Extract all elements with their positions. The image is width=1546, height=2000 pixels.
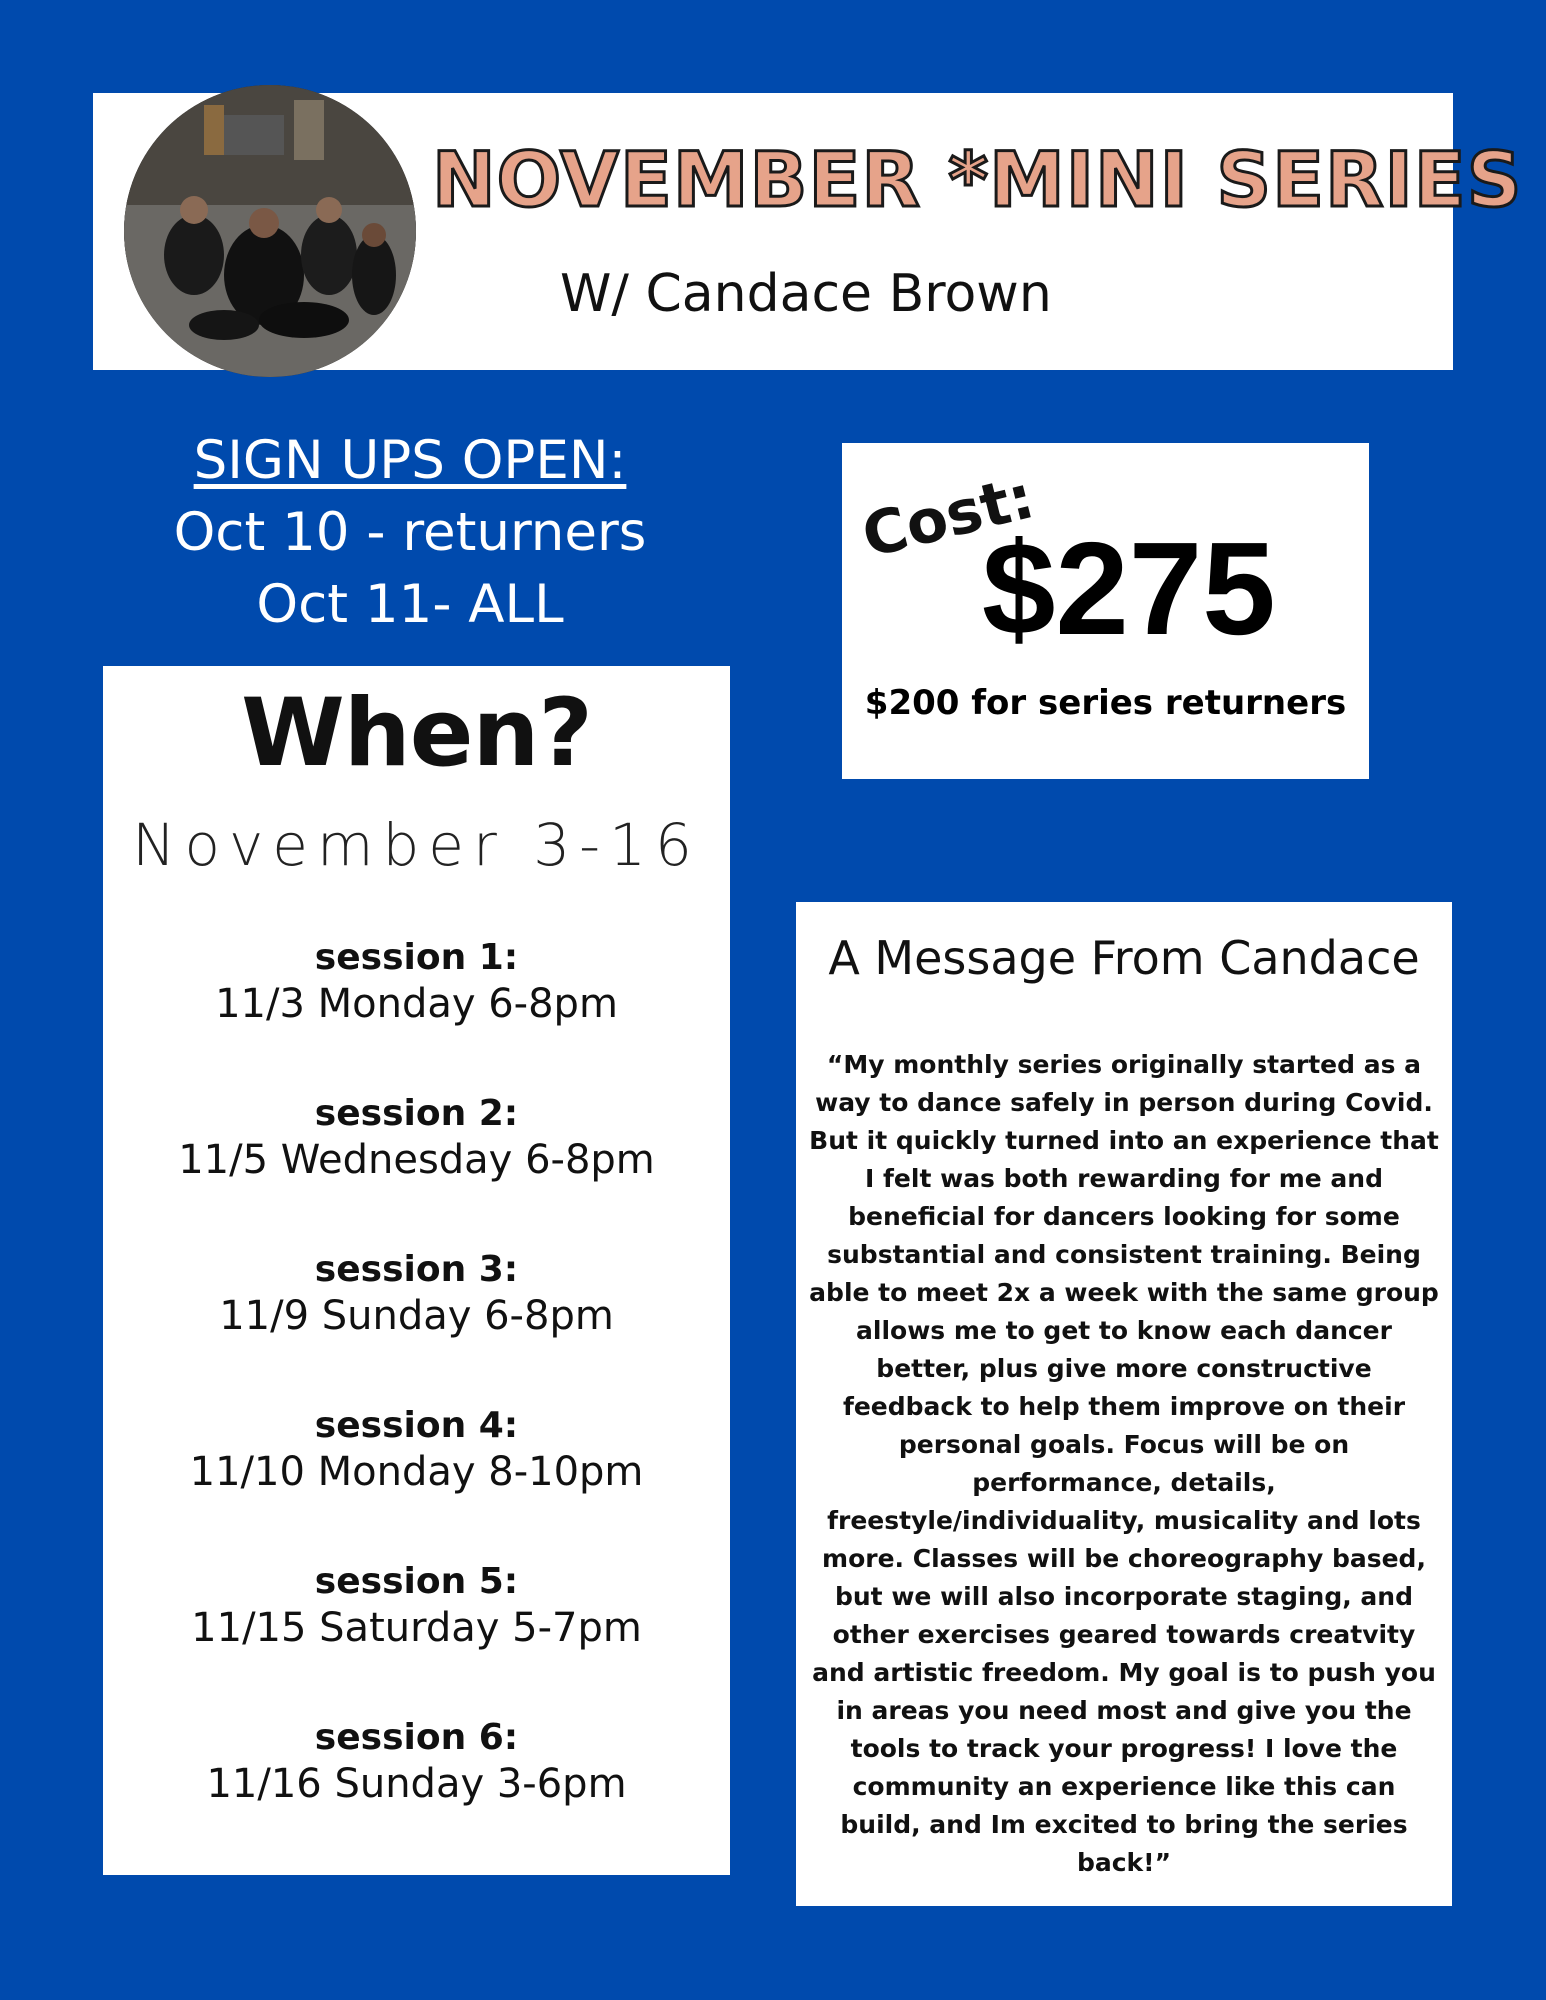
- session-item: [103, 1718, 730, 1874]
- session-item: [103, 1406, 730, 1562]
- session-label: session 5:: [314, 1561, 519, 1602]
- schedule-panel: [103, 666, 730, 1875]
- returner-price-note: $200 for series returners: [864, 683, 1347, 723]
- session-item: [103, 1250, 730, 1406]
- series-title: NOVEMBER *MINI SERIES: [432, 135, 1523, 224]
- message-heading: A Message From Candace: [828, 931, 1420, 985]
- session-time: 11/10 Monday 8-10pm: [189, 1449, 644, 1495]
- session-label: session 6:: [314, 1717, 519, 1758]
- session-time: 11/15 Saturday 5-7pm: [191, 1605, 642, 1651]
- session-time: 11/16 Sunday 3-6pm: [206, 1761, 627, 1807]
- session-item: [103, 1562, 730, 1718]
- session-item: [103, 1094, 730, 1250]
- session-list: [103, 938, 730, 1874]
- signups-returners-date: Oct 10 - returners: [173, 502, 647, 563]
- session-label: session 2:: [314, 1093, 519, 1134]
- session-label: session 1:: [314, 937, 519, 978]
- message-body: “My monthly series originally started as a way to dance safely in person during Covid. But it quickly turned into an experience that I felt was both rewarding for me and beneficial for dancers looking for some substantial and consistent training. Being able to meet 2x a week with the same group allows me to get to know each dancer better, plus give more constructive feedback to help them improve on their personal goals. Focus will be on performance, details, freestyle/individuality, musicality and lots more. Classes will be choreography based, but we will also incorporate staging, and other exercises geared towards creatvity and artistic freedom. My goal is to push you in areas you need most and give you the tools to track your progress! I love the community an experience like this can build, and Im excited to bring the series back!”: [809, 1050, 1439, 1877]
- cost-panel: [842, 443, 1369, 779]
- message-panel: [796, 902, 1452, 1906]
- session-time: 11/9 Sunday 6-8pm: [219, 1293, 614, 1339]
- date-range: November 3-16: [132, 811, 701, 879]
- session-label: session 4:: [314, 1405, 519, 1446]
- signups-heading: SIGN UPS OPEN:: [193, 430, 627, 491]
- class-photo: [124, 85, 416, 377]
- session-item: [103, 938, 730, 1094]
- instructor-subtitle: W/ Candace Brown: [560, 264, 1052, 324]
- session-label: session 3:: [314, 1249, 519, 1290]
- signups-all-date: Oct 11- ALL: [256, 574, 564, 635]
- cost-price: $275: [982, 515, 1276, 662]
- session-time: 11/3 Monday 6-8pm: [215, 981, 618, 1027]
- session-time: 11/5 Wednesday 6-8pm: [178, 1137, 655, 1183]
- when-heading: When?: [241, 679, 592, 788]
- signups-section: [120, 425, 700, 641]
- cost-label: Cost:: [855, 462, 1041, 572]
